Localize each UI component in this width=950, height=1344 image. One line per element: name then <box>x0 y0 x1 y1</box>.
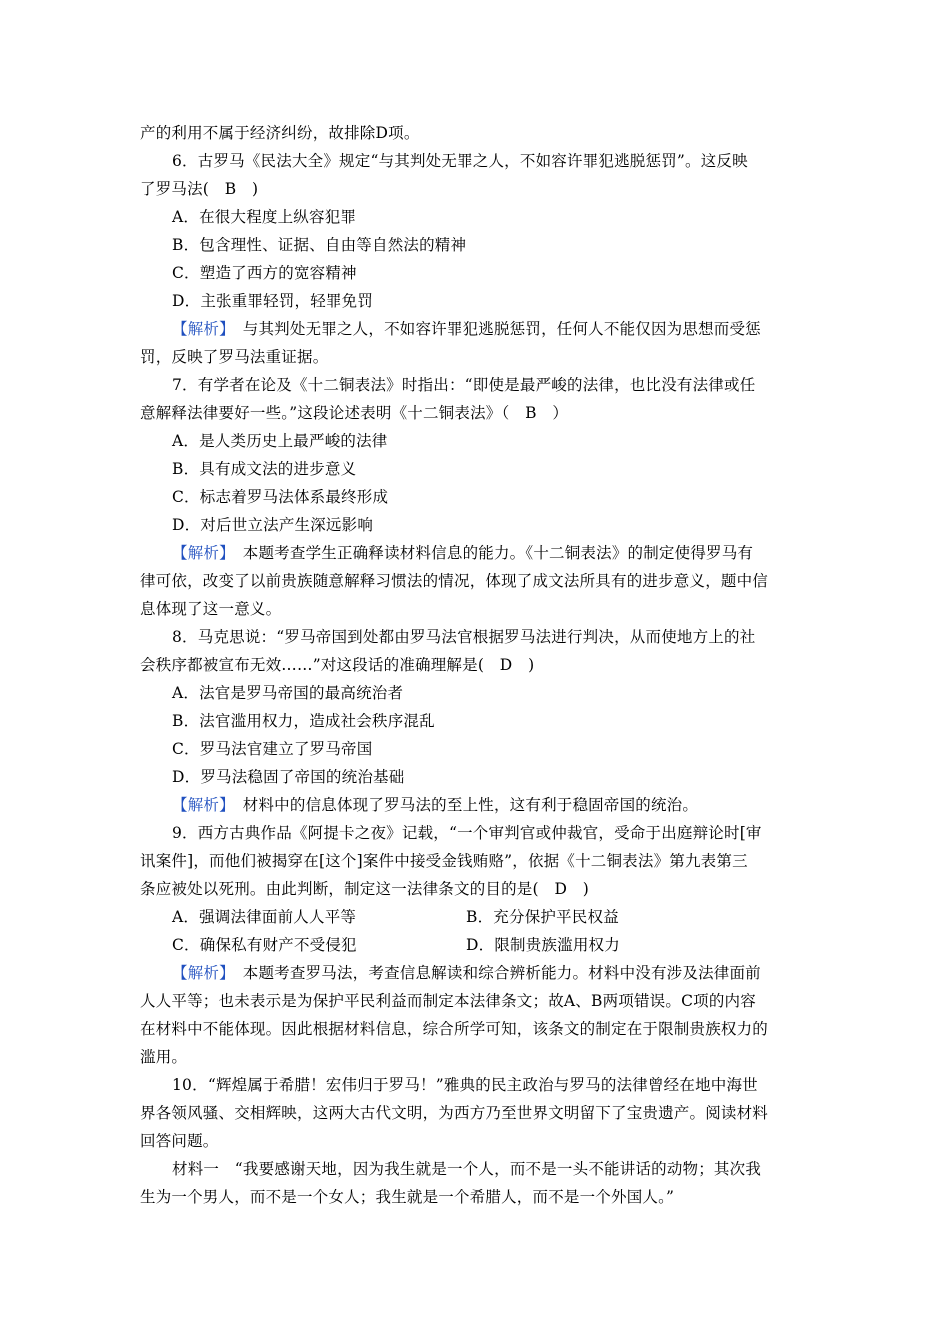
question-6-analysis: 【解析】 与其判处无罪之人，不如容许罪犯逃脱惩罚，任何人不能仅因为思想而受惩 <box>172 320 761 338</box>
question-8-option-c: C．罗马法官建立了罗马帝国 <box>172 740 373 758</box>
analysis-tag: 【解析】 <box>172 320 228 338</box>
question-6-stem: 6．古罗马《民法大全》规定“与其判处无罪之人，不如容许罪犯逃脱惩罚”。这反映 <box>172 152 748 170</box>
question-6-option-d: D．主张重罪轻罚，轻罪免罚 <box>172 292 374 310</box>
question-9-analysis-cont: 人人平等；也未表示是为保护平民利益而制定本法律条文；故A、B两项错误。C项的内容 <box>140 992 756 1010</box>
question-9-analysis: 【解析】 本题考查罗马法，考查信息解读和综合辨析能力。材料中没有涉及法律面前 <box>172 964 761 982</box>
material-one: 材料一 “我要感谢天地，因为我生就是一个人，而不是一头不能讲话的动物；其次我 <box>172 1160 762 1178</box>
question-7-analysis-cont: 息体现了这一意义。 <box>140 600 282 618</box>
analysis-tag: 【解析】 <box>172 796 228 814</box>
question-9-stem-cont: 讯案件]，而他们被揭穿在[这个]案件中接受金钱贿赂”，依据《十二铜表法》第九表第三 <box>140 852 748 870</box>
question-7-stem: 7．有学者在论及《十二铜表法》时指出：“即使是最严峻的法律，也比没有法律或任 <box>172 376 756 394</box>
question-8-stem: 8．马克思说：“罗马帝国到处都由罗马法官根据罗马法进行判决，从而使地方上的社 <box>172 628 756 646</box>
question-8-analysis: 【解析】 材料中的信息体现了罗马法的至上性，这有利于稳固帝国的统治。 <box>172 796 699 814</box>
question-9-stem: 9．西方古典作品《阿提卡之夜》记载，“一个审判官或仲裁官，受命于出庭辩论时[审 <box>172 824 762 842</box>
material-one-cont: 生为一个男人，而不是一个女人；我生就是一个希腊人，而不是一个外国人。” <box>140 1188 675 1206</box>
question-7-stem-cont: 意解释法律要好一些。”这段论述表明《十二铜表法》（ B ） <box>140 404 569 422</box>
question-9-analysis-cont: 在材料中不能体现。因此根据材料信息，综合所学可知，该条文的制定在于限制贵族权力的 <box>140 1020 769 1038</box>
question-8-option-d: D．罗马法稳固了帝国的统治基础 <box>172 768 405 786</box>
question-6-analysis-cont: 罚，反映了罗马法重证据。 <box>140 348 329 366</box>
question-9-option-c: C．确保私有财产不受侵犯 <box>172 936 357 954</box>
question-9-option-a: A．强调法律面前人人平等 <box>172 908 357 926</box>
question-7-analysis: 【解析】 本题考查学生正确释读材料信息的能力。《十二铜表法》的制定使得罗马有 <box>172 544 754 562</box>
question-7-option-c: C．标志着罗马法体系最终形成 <box>172 488 389 506</box>
question-8-stem-cont: 会秩序都被宣布无效……”对这段话的准确理解是( D ) <box>140 656 535 674</box>
question-8-option-a: A．法官是罗马帝国的最高统治者 <box>172 684 404 702</box>
analysis-tag: 【解析】 <box>172 544 228 562</box>
question-9-option-d: D．限制贵族滥用权力 <box>466 936 620 954</box>
question-9-analysis-cont: 滥用。 <box>140 1048 188 1066</box>
question-7-option-a: A．是人类历史上最严峻的法律 <box>172 432 388 450</box>
question-10-stem: 10．“辉煌属于希腊！宏伟归于罗马！”雅典的民主政治与罗马的法律曾经在地中海世 <box>172 1076 758 1094</box>
question-9-option-b: B．充分保护平民权益 <box>466 908 619 926</box>
question-7-analysis-cont: 律可依，改变了以前贵族随意解释习惯法的情况，体现了成文法所具有的进步意义，题中信 <box>140 572 769 590</box>
question-10-stem-cont: 回答问题。 <box>140 1132 219 1150</box>
text-line: 产的利用不属于经济纠纷，故排除D项。 <box>140 124 420 142</box>
question-6-stem-cont: 了罗马法( B ) <box>140 180 259 198</box>
question-6-option-b: B．包含理性、证据、自由等自然法的精神 <box>172 236 467 254</box>
question-6-option-c: C．塑造了西方的宽容精神 <box>172 264 357 282</box>
question-10-stem-cont: 界各领风骚、交相辉映，这两大古代文明，为西方乃至世界文明留下了宝贵遗产。阅读材料 <box>140 1104 769 1122</box>
analysis-tag: 【解析】 <box>172 964 228 982</box>
question-6-option-a: A．在很大程度上纵容犯罪 <box>172 208 357 226</box>
question-8-option-b: B．法官滥用权力，造成社会秩序混乱 <box>172 712 435 730</box>
question-9-stem-cont: 条应被处以死刑。由此判断，制定这一法律条文的目的是( D ) <box>140 880 590 898</box>
question-7-option-b: B．具有成文法的进步意义 <box>172 460 357 478</box>
question-7-option-d: D．对后世立法产生深远影响 <box>172 516 374 534</box>
